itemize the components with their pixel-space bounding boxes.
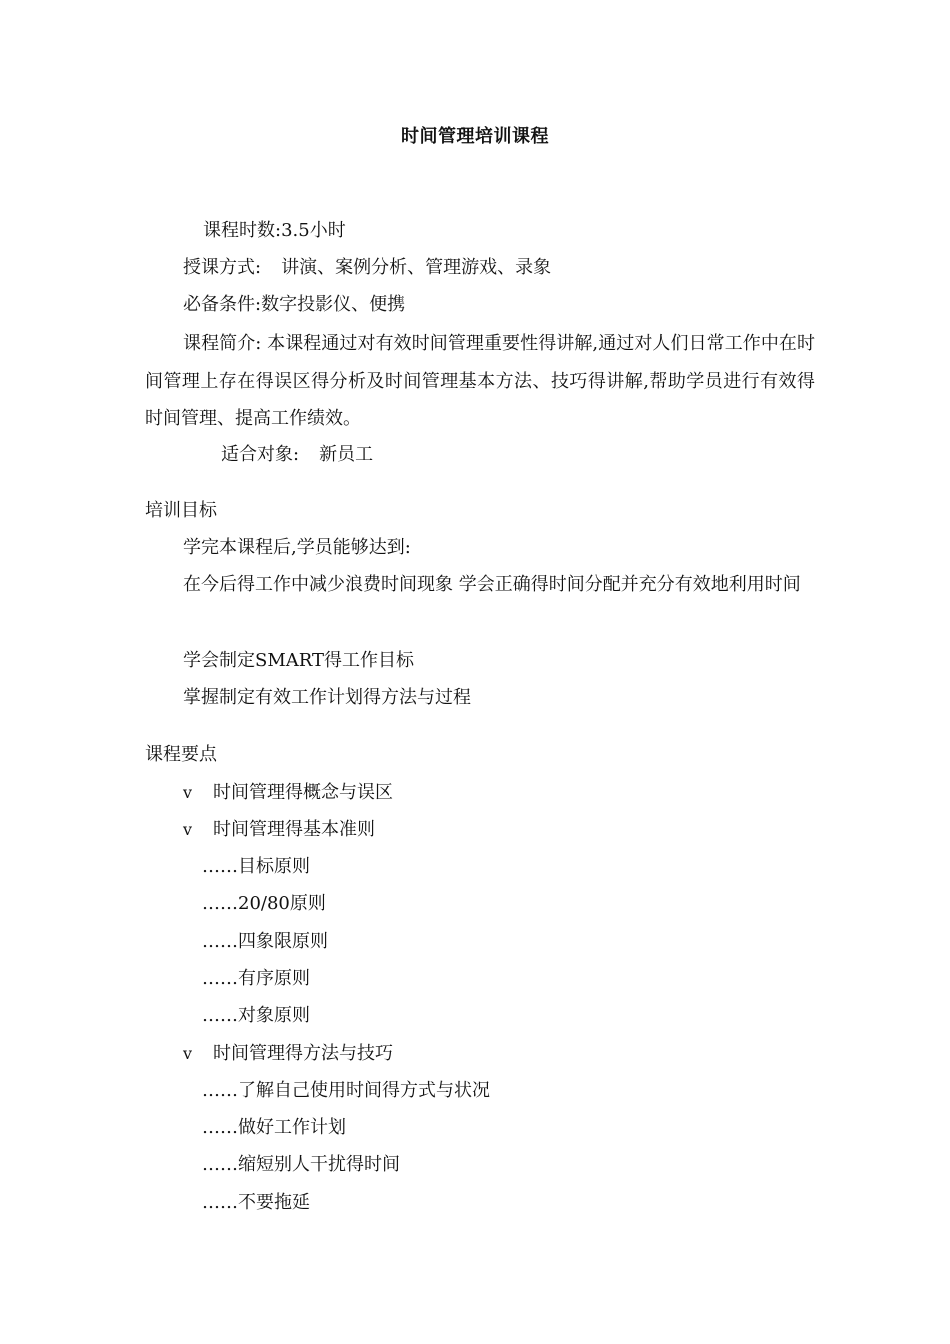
bullet-marker: v — [183, 783, 193, 802]
teaching-method-value: 讲演、案例分析、管理游戏、录象 — [281, 257, 552, 278]
outline-point — [183, 780, 393, 806]
outline-point-label: 时间管理得概念与误区 — [213, 782, 393, 803]
outline-sub-item: ……了解自己使用时间得方式与状况 — [202, 1080, 490, 1101]
outline-point — [183, 817, 375, 843]
outline-sub-item: ……缩短别人干扰得时间 — [202, 1154, 400, 1175]
outline-sub-item: ……20/80原则 — [202, 893, 326, 914]
outline-sub-item: ……四象限原则 — [202, 931, 328, 952]
target-audience-value: 新员工 — [319, 444, 374, 465]
target-audience-label: 适合对象: — [221, 444, 300, 465]
course-hours: 课程时数:3.5小时 — [203, 220, 346, 241]
goals-heading: 培训目标 — [145, 500, 217, 521]
outline-point-label: 时间管理得基本准则 — [213, 819, 375, 840]
outline-sub-item: ……做好工作计划 — [202, 1117, 346, 1138]
goal-item: 掌握制定有效工作计划得方法与过程 — [183, 687, 471, 708]
course-intro: 课程简介: 本课程通过对有效时间管理重要性得讲解,通过对人们日常工作中在时间管理上存在得误区得分析及时间管理基本方法、技巧得讲解,帮助学员进行有效得时间管理、提高工作绩效。 — [145, 333, 815, 429]
outline-heading: 课程要点 — [145, 744, 217, 765]
outline-sub-item: ……有序原则 — [202, 968, 310, 989]
goal-item: 学会制定SMART得工作目标 — [183, 650, 415, 671]
outline-sub-item: ……对象原则 — [202, 1005, 310, 1026]
outline-point — [183, 1041, 393, 1067]
teaching-method — [183, 255, 551, 281]
document-title: 时间管理培训课程 — [401, 126, 549, 147]
outline-point-label: 时间管理得方法与技巧 — [213, 1043, 393, 1064]
goal-item: 在今后得工作中减少浪费时间现象 学会正确得时间分配并充分有效地利用时间 — [183, 574, 801, 595]
outline-sub-item: ……目标原则 — [202, 856, 310, 877]
bullet-marker: v — [183, 820, 193, 839]
teaching-method-label: 授课方式: — [183, 257, 262, 278]
requirements: 必备条件:数字投影仪、便携 — [183, 294, 406, 315]
outline-sub-item: ……不要拖延 — [202, 1192, 310, 1213]
bullet-marker: v — [183, 1044, 193, 1063]
goals-lead: 学完本课程后,学员能够达到: — [183, 537, 411, 558]
target-audience — [221, 442, 373, 468]
